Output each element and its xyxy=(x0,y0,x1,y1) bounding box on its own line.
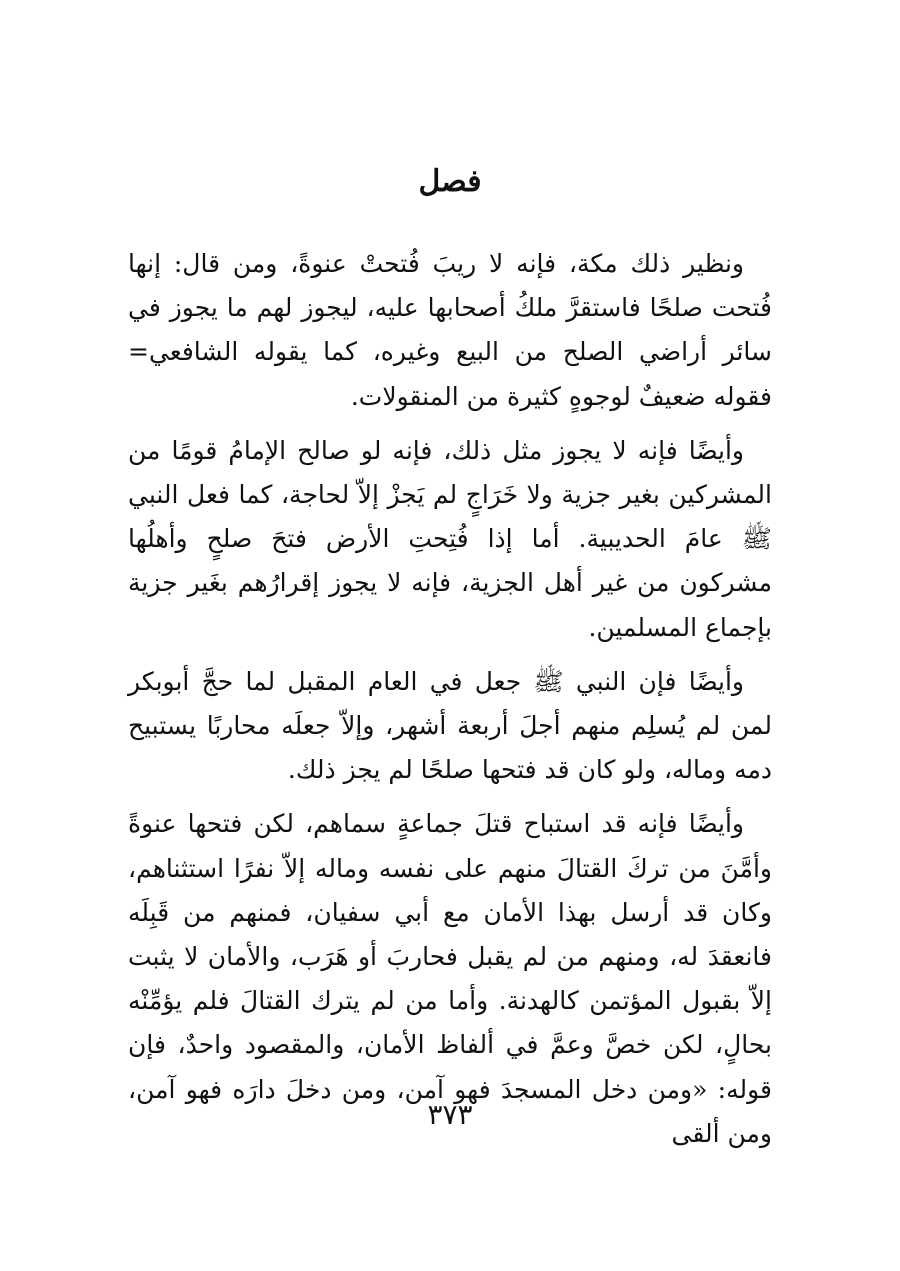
section-heading: فصل xyxy=(418,164,482,199)
paragraph-1: ونظير ذلك مكة، فإنه لا ريبَ فُتحتْ عنوةً، ومن قال: إنها فُتحت صلحًا فاستقرَّ ملكُ أصحابها عليه، ليجوز لهم ما يجوز في سائر أراضي الصلح من البيع وغيره، كما يقوله الشافعي= فقوله ضعيفٌ لوجوهٍ كثيرة من المنقولات. xyxy=(128,249,772,411)
document-page xyxy=(128,160,772,1148)
page-number: ٣٧٣ xyxy=(427,1098,473,1131)
paragraph-2: وأيضًا فإنه لا يجوز مثل ذلك، فإنه لو صالح الإمامُ قومًا من المشركين بغير جزية ولا خَرَاجٍ لم يَجزْ إلاّ لحاجة، كما فعل النبي ﷺ عامَ الحديبية. أما إذا فُتِحتِ الأرض فتحَ صلحٍ وأهلُها مشركون من غير أهل الجزية، فإنه لا يجوز إقرارُهم بغَير جزية بإجماع المسلمين. xyxy=(128,435,772,642)
paragraph-4: وأيضًا فإنه قد استباح قتلَ جماعةٍ سماهم، لكن فتحها عنوةً وأمَّنَ من تركَ القتالَ منهم على نفسه وماله إلاّ نفرًا استثناهم، وكان قد أرسل بهذا الأمان مع أبي سفيان، فمنهم من قَبِلَه فانعقدَ له، ومنهم من لم يقبل فحاربَ أو هَرَب، والأمان لا يثبت إلاّ بقبول المؤتمن كالهدنة. وأما من لم يترك القتالَ فلم يؤمِّنْه بحالٍ، لكن خصَّ وعمَّ في ألفاظ الأمان، والمقصود واحدٌ، فإن قوله: «ومن دخل المسجدَ فهو آمن، ومن دخلَ دارَه فهو آمن، ومن ألقى xyxy=(128,809,772,1148)
paragraph-3: وأيضًا فإن النبي ﷺ جعل في العام المقبل لما حجَّ أبوبكر لمن لم يُسلِم منهم أجلَ أربعة أشهر، وإلاّ جعلَه محاربًا يستبيح دمه وماله، ولو كان قد فتحها صلحًا لم يجز ذلك. xyxy=(128,666,772,785)
